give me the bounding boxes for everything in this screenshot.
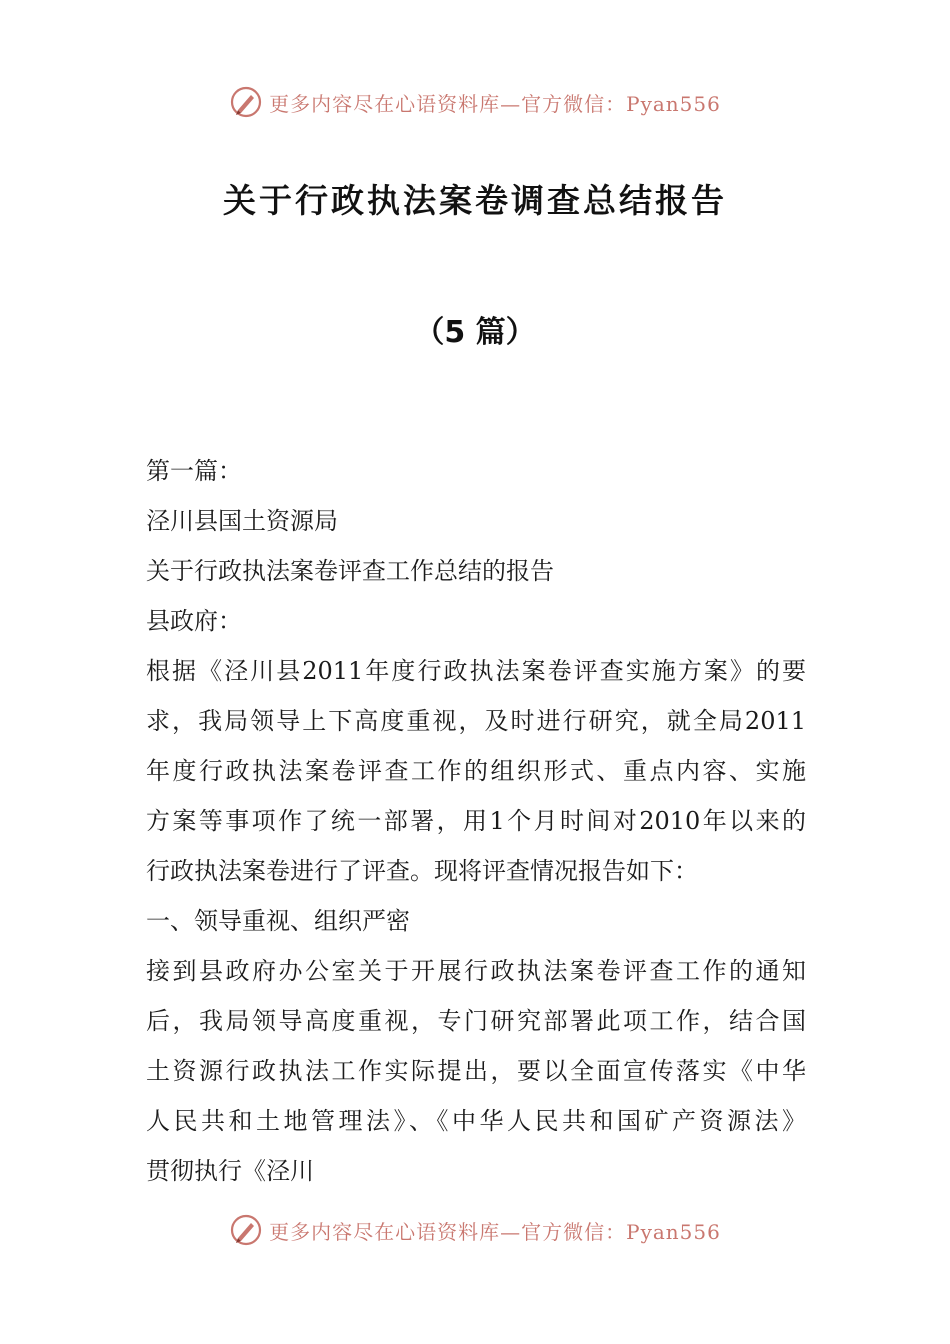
body-line: 泾川县国土资源局 — [146, 507, 338, 535]
watermark-text: 更多内容尽在心语资料库—官方微信：Pyan556 — [269, 91, 721, 116]
body-line: 年度行政执法案卷评查工作的组织形式、重点内容、实施 — [146, 757, 806, 785]
pen-logo-icon — [229, 85, 263, 119]
body-line: 接到县政府办公室关于开展行政执法案卷评查工作的通知 — [146, 957, 806, 985]
body-line: 关于行政执法案卷评查工作总结的报告 — [146, 557, 554, 585]
document-title: 关于行政执法案卷调查总结报告 — [223, 181, 727, 220]
body-line: 县政府： — [146, 607, 242, 635]
watermark-text: 更多内容尽在心语资料库—官方微信：Pyan556 — [269, 1219, 721, 1244]
section-heading: 一、领导重视、组织严密 — [146, 907, 410, 935]
body-line: 贯彻执行《泾川 — [146, 1157, 314, 1185]
body-line: 后，我局领导高度重视，专门研究部署此项工作，结合国 — [146, 1007, 806, 1035]
document-body — [146, 446, 806, 1196]
document-subtitle: （5 篇） — [414, 315, 536, 350]
pen-logo-icon — [229, 1213, 263, 1247]
body-line: 根据《泾川县2011年度行政执法案卷评查实施方案》的要 — [146, 657, 806, 685]
body-line: 行政执法案卷进行了评查。现将评查情况报告如下： — [146, 857, 698, 885]
body-line: 人民共和土地管理法》、《中华人民共和国矿产资源法》 — [146, 1107, 806, 1135]
body-line: 求，我局领导上下高度重视，及时进行研究，就全局2011 — [146, 707, 806, 735]
body-line: 第一篇： — [146, 457, 242, 485]
body-line: 方案等事项作了统一部署，用1个月时间对2010年以来的 — [146, 807, 806, 835]
body-line: 土资源行政执法工作实际提出，要以全面宣传落实《中华 — [146, 1057, 806, 1085]
watermark-banner-bottom — [0, 1210, 950, 1250]
watermark-banner-top — [0, 82, 950, 122]
